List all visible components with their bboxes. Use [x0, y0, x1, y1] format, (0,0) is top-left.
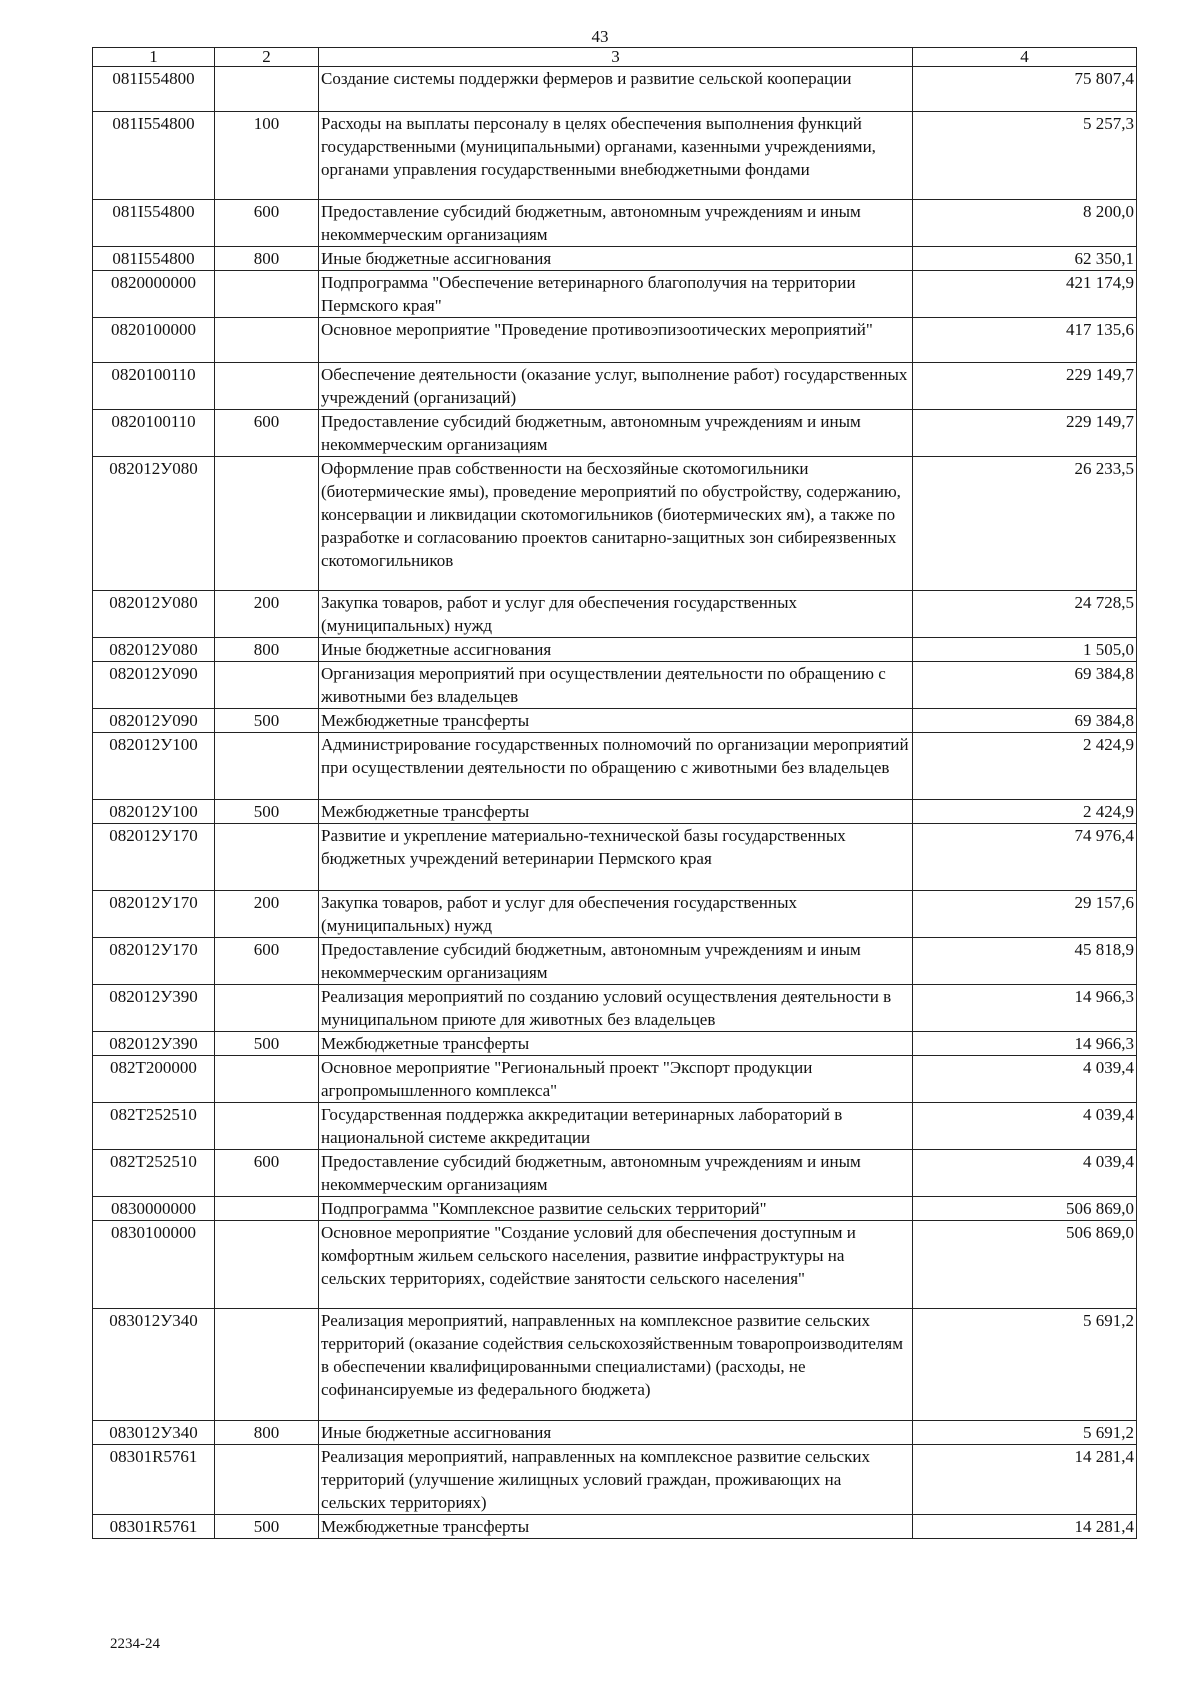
- row-description-cell: Иные бюджетные ассигнования: [319, 1421, 913, 1445]
- row-code-cell: 082012У080: [93, 591, 215, 638]
- row-description-cell: Реализация мероприятий, направленных на комплексное развитие сельских территорий (оказание содействия сельскохозяйственным товаропроизводителям в обеспечении квалифицированными специалистами) (расходы, не софинансируемые из федерального бюджета): [319, 1309, 913, 1421]
- row-expense-type-cell: [215, 1221, 319, 1309]
- row-expense-type-cell: 800: [215, 638, 319, 662]
- row-amount-cell: 75 807,4: [913, 67, 1137, 112]
- row-description-cell: Обеспечение деятельности (оказание услуг, выполнение работ) государственных учреждений (организаций): [319, 363, 913, 410]
- table-body: [93, 67, 1137, 1539]
- row-code-cell: 0830000000: [93, 1197, 215, 1221]
- row-code-cell: 082012У090: [93, 662, 215, 709]
- table-row: [93, 824, 1137, 891]
- column-header-1: 1: [93, 48, 215, 67]
- row-expense-type-cell: 600: [215, 1150, 319, 1197]
- row-amount-cell: 506 869,0: [913, 1221, 1137, 1309]
- row-amount-cell: 14 966,3: [913, 985, 1137, 1032]
- table-row: [93, 200, 1137, 247]
- row-code-cell: 0820100000: [93, 318, 215, 363]
- row-description-cell: Межбюджетные трансферты: [319, 709, 913, 733]
- row-amount-cell: 421 174,9: [913, 271, 1137, 318]
- table-row: [93, 1056, 1137, 1103]
- row-code-cell: 081I554800: [93, 67, 215, 112]
- row-amount-cell: 4 039,4: [913, 1103, 1137, 1150]
- table-row: [93, 985, 1137, 1032]
- table-row: [93, 271, 1137, 318]
- table-row: [93, 1421, 1137, 1445]
- row-code-cell: 082012У080: [93, 457, 215, 591]
- row-amount-cell: 26 233,5: [913, 457, 1137, 591]
- row-expense-type-cell: [215, 457, 319, 591]
- row-expense-type-cell: 600: [215, 938, 319, 985]
- row-code-cell: 082Т252510: [93, 1150, 215, 1197]
- row-code-cell: 082012У170: [93, 891, 215, 938]
- table-row: [93, 662, 1137, 709]
- row-expense-type-cell: 500: [215, 1032, 319, 1056]
- row-code-cell: 083012У340: [93, 1309, 215, 1421]
- row-expense-type-cell: [215, 1309, 319, 1421]
- row-code-cell: 082012У100: [93, 733, 215, 800]
- row-amount-cell: 5 691,2: [913, 1421, 1137, 1445]
- row-description-cell: Создание системы поддержки фермеров и развитие сельской кооперации: [319, 67, 913, 112]
- row-expense-type-cell: [215, 67, 319, 112]
- row-description-cell: Расходы на выплаты персоналу в целях обеспечения выполнения функций государственными (муниципальными) органами, казенными учреждениями, органами управления государственными внебюджетными фондами: [319, 112, 913, 200]
- table-row: [93, 591, 1137, 638]
- table-row: [93, 318, 1137, 363]
- row-amount-cell: 14 966,3: [913, 1032, 1137, 1056]
- row-expense-type-cell: 500: [215, 1515, 319, 1539]
- row-amount-cell: 4 039,4: [913, 1056, 1137, 1103]
- row-code-cell: 08301R5761: [93, 1515, 215, 1539]
- table-row: [93, 638, 1137, 662]
- column-header-3: 3: [319, 48, 913, 67]
- table-row: [93, 938, 1137, 985]
- row-expense-type-cell: 200: [215, 891, 319, 938]
- row-amount-cell: 2 424,9: [913, 800, 1137, 824]
- row-code-cell: 082Т200000: [93, 1056, 215, 1103]
- row-code-cell: 082012У100: [93, 800, 215, 824]
- row-code-cell: 0830100000: [93, 1221, 215, 1309]
- table-row: [93, 247, 1137, 271]
- row-amount-cell: 14 281,4: [913, 1515, 1137, 1539]
- page-number: 43: [591, 27, 609, 46]
- row-amount-cell: 2 424,9: [913, 733, 1137, 800]
- row-amount-cell: 506 869,0: [913, 1197, 1137, 1221]
- row-expense-type-cell: 500: [215, 709, 319, 733]
- table-row: [93, 709, 1137, 733]
- row-code-cell: 082012У080: [93, 638, 215, 662]
- column-header-4: 4: [913, 48, 1137, 67]
- row-code-cell: 0820100110: [93, 410, 215, 457]
- row-description-cell: Развитие и укрепление материально-технической базы государственных бюджетных учреждений ветеринарии Пермского края: [319, 824, 913, 891]
- table-row: [93, 1221, 1137, 1309]
- row-description-cell: Администрирование государственных полномочий по организации мероприятий при осуществлении деятельности по обращению с животными без владельцев: [319, 733, 913, 800]
- row-code-cell: 082012У090: [93, 709, 215, 733]
- row-description-cell: Основное мероприятие "Проведение противоэпизоотических мероприятий": [319, 318, 913, 363]
- row-expense-type-cell: [215, 1445, 319, 1515]
- row-amount-cell: 4 039,4: [913, 1150, 1137, 1197]
- row-amount-cell: 5 257,3: [913, 112, 1137, 200]
- row-expense-type-cell: [215, 1197, 319, 1221]
- row-expense-type-cell: [215, 318, 319, 363]
- row-description-cell: Иные бюджетные ассигнования: [319, 638, 913, 662]
- table-row: [93, 363, 1137, 410]
- table-row: [93, 1309, 1137, 1421]
- row-description-cell: Предоставление субсидий бюджетным, автономным учреждениям и иным некоммерческим организациям: [319, 410, 913, 457]
- row-expense-type-cell: [215, 1056, 319, 1103]
- row-expense-type-cell: 600: [215, 200, 319, 247]
- row-amount-cell: 1 505,0: [913, 638, 1137, 662]
- row-description-cell: Оформление прав собственности на бесхозяйные скотомогильники (биотермические ямы), проведение мероприятий по обустройству, содержанию, консервации и ликвидации скотомогильников (биотермических ям), а также по разработке и согласованию проектов санитарно-защитных зон сибиреязвенных скотомогильников: [319, 457, 913, 591]
- row-expense-type-cell: 800: [215, 247, 319, 271]
- row-amount-cell: 69 384,8: [913, 709, 1137, 733]
- row-description-cell: Закупка товаров, работ и услуг для обеспечения государственных (муниципальных) нужд: [319, 891, 913, 938]
- row-code-cell: 083012У340: [93, 1421, 215, 1445]
- table-row: [93, 112, 1137, 200]
- row-description-cell: Организация мероприятий при осуществлении деятельности по обращению с животными без владельцев: [319, 662, 913, 709]
- document-footer-code: 2234-24: [110, 1636, 160, 1652]
- row-amount-cell: 69 384,8: [913, 662, 1137, 709]
- row-expense-type-cell: [215, 1103, 319, 1150]
- row-code-cell: 081I554800: [93, 247, 215, 271]
- row-description-cell: Основное мероприятие "Региональный проект "Экспорт продукции агропромышленного комплекса": [319, 1056, 913, 1103]
- row-expense-type-cell: [215, 271, 319, 318]
- table-row: [93, 1150, 1137, 1197]
- row-code-cell: 0820000000: [93, 271, 215, 318]
- row-description-cell: Предоставление субсидий бюджетным, автономным учреждениям и иным некоммерческим организациям: [319, 200, 913, 247]
- row-description-cell: Закупка товаров, работ и услуг для обеспечения государственных (муниципальных) нужд: [319, 591, 913, 638]
- row-amount-cell: 5 691,2: [913, 1309, 1137, 1421]
- table-row: [93, 800, 1137, 824]
- table-row: [93, 1032, 1137, 1056]
- row-expense-type-cell: 600: [215, 410, 319, 457]
- row-amount-cell: 417 135,6: [913, 318, 1137, 363]
- column-number-row: [93, 48, 1137, 67]
- row-amount-cell: 24 728,5: [913, 591, 1137, 638]
- row-amount-cell: 8 200,0: [913, 200, 1137, 247]
- row-code-cell: 082012У170: [93, 938, 215, 985]
- row-code-cell: 082Т252510: [93, 1103, 215, 1150]
- row-description-cell: Иные бюджетные ассигнования: [319, 247, 913, 271]
- table-row: [93, 1197, 1137, 1221]
- row-description-cell: Межбюджетные трансферты: [319, 1032, 913, 1056]
- row-amount-cell: 29 157,6: [913, 891, 1137, 938]
- row-expense-type-cell: [215, 662, 319, 709]
- row-description-cell: Основное мероприятие "Создание условий для обеспечения доступным и комфортным жильем сельского населения, развитие инфраструктуры на сельских территориях, содействие занятости сельского населения": [319, 1221, 913, 1309]
- row-amount-cell: 62 350,1: [913, 247, 1137, 271]
- row-description-cell: Государственная поддержка аккредитации ветеринарных лабораторий в национальной системе аккредитации: [319, 1103, 913, 1150]
- row-code-cell: 082012У390: [93, 985, 215, 1032]
- table-row: [93, 410, 1137, 457]
- row-code-cell: 082012У390: [93, 1032, 215, 1056]
- row-description-cell: Подпрограмма "Комплексное развитие сельских территорий": [319, 1197, 913, 1221]
- row-description-cell: Реализация мероприятий, направленных на комплексное развитие сельских территорий (улучшение жилищных условий граждан, проживающих на сельских территориях): [319, 1445, 913, 1515]
- table-row: [93, 67, 1137, 112]
- row-description-cell: Подпрограмма "Обеспечение ветеринарного благополучия на территории Пермского края": [319, 271, 913, 318]
- row-description-cell: Предоставление субсидий бюджетным, автономным учреждениям и иным некоммерческим организациям: [319, 1150, 913, 1197]
- column-header-2: 2: [215, 48, 319, 67]
- row-description-cell: Реализация мероприятий по созданию условий осуществления деятельности в муниципальном приюте для животных без владельцев: [319, 985, 913, 1032]
- row-amount-cell: 45 818,9: [913, 938, 1137, 985]
- row-amount-cell: 229 149,7: [913, 363, 1137, 410]
- row-description-cell: Предоставление субсидий бюджетным, автономным учреждениям и иным некоммерческим организациям: [319, 938, 913, 985]
- table-row: [93, 1515, 1137, 1539]
- row-code-cell: 081I554800: [93, 200, 215, 247]
- row-code-cell: 082012У170: [93, 824, 215, 891]
- row-code-cell: 0820100110: [93, 363, 215, 410]
- table-row: [93, 1445, 1137, 1515]
- budget-table: [92, 47, 1137, 1539]
- row-expense-type-cell: 100: [215, 112, 319, 200]
- row-expense-type-cell: [215, 363, 319, 410]
- table-row: [93, 1103, 1137, 1150]
- table-row: [93, 733, 1137, 800]
- row-amount-cell: 229 149,7: [913, 410, 1137, 457]
- table-row: [93, 891, 1137, 938]
- row-expense-type-cell: 800: [215, 1421, 319, 1445]
- row-expense-type-cell: [215, 824, 319, 891]
- row-code-cell: 081I554800: [93, 112, 215, 200]
- row-expense-type-cell: 200: [215, 591, 319, 638]
- row-amount-cell: 74 976,4: [913, 824, 1137, 891]
- row-amount-cell: 14 281,4: [913, 1445, 1137, 1515]
- row-code-cell: 08301R5761: [93, 1445, 215, 1515]
- row-expense-type-cell: [215, 985, 319, 1032]
- table-row: [93, 457, 1137, 591]
- row-expense-type-cell: [215, 733, 319, 800]
- row-description-cell: Межбюджетные трансферты: [319, 1515, 913, 1539]
- row-expense-type-cell: 500: [215, 800, 319, 824]
- row-description-cell: Межбюджетные трансферты: [319, 800, 913, 824]
